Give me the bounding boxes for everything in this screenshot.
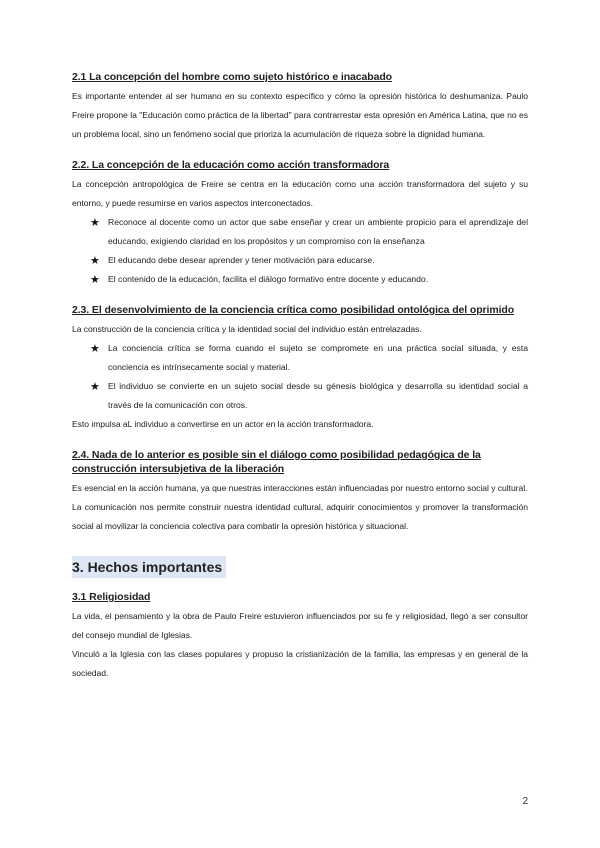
section-2-3 bbox=[72, 303, 528, 434]
section-2-1-text: Es importante entender al ser humano en su contexto específico y cómo la opresión histórica lo deshumaniza. Paulo Freire propone la "Educación como práctica de la libertad" para contrarrestar esta opresión en América Latina, que no es un problema local, sino un fenómeno social que prioriza la acumulación de riqueza sobre la dignidad humana. bbox=[72, 91, 528, 139]
list-item: ★ El individuo se convierte en un sujeto social desde su génesis biológica y desarrolla su identidad social a través de la comunicación con otros. bbox=[90, 377, 528, 415]
star-bullet-icon: ★ bbox=[90, 380, 100, 393]
star-bullet-icon: ★ bbox=[90, 342, 100, 355]
star-bullet-icon: ★ bbox=[90, 216, 100, 229]
section-2-3-list bbox=[72, 339, 528, 415]
section-3-heading: 3. Hechos importantes bbox=[72, 556, 226, 578]
section-2-4-title: 2.4. Nada de lo anterior es posible sin el diálogo como posibilidad pedagógica de la construcción intersubjetiva de la liberación bbox=[72, 449, 481, 475]
section-3-1-paragraph-1: La vida, el pensamiento y la obra de Paulo Freire estuvieron influenciados por su fe y religiosidad, llegó a ser consultor del consejo mundial de Iglesias. bbox=[72, 611, 528, 640]
section-2-3-intro: La construcción de la conciencia crítica y la identidad social del individuo están entrelazadas. bbox=[72, 324, 422, 334]
section-2-2-intro: La concepción antropológica de Freire se centra en la educación como una acción transformadora del sujeto y su entorno, y puede resumirse en varios aspectos interconectados. bbox=[72, 179, 528, 208]
list-item: ★ El contenido de la educación, facilita el diálogo formativo entre docente y educando. bbox=[90, 270, 528, 289]
page-number: 2 bbox=[522, 796, 528, 807]
section-2-4-paragraph-2: La comunicación nos permite construir nuestra identidad cultural, adquirir conocimientos y promover la transformación social al movilizar la conciencia colectiva para combatir la opresión histórica y situacional. bbox=[72, 502, 528, 531]
section-3-1-paragraph-2: Vinculó a la Iglesia con las clases populares y propuso la cristianización de la familia, las empresas y en general de la sociedad. bbox=[72, 649, 528, 678]
section-2-1 bbox=[72, 70, 528, 144]
document-page bbox=[72, 70, 528, 697]
section-2-3-title: 2.3. El desenvolvimiento de la conciencia crítica como posibilidad ontológica del oprimido bbox=[72, 304, 515, 316]
section-2-2-list bbox=[72, 213, 528, 289]
list-item: ★ Reconoce al docente como un actor que sabe enseñar y crear un ambiente propicio para el aprendizaje del educando, exigiendo claridad en los propósitos y un compromiso con la enseñanza bbox=[90, 213, 528, 251]
section-2-3-outro: Esto impulsa aL individuo a convertirse en un actor en la acción transformadora. bbox=[72, 419, 374, 429]
list-item: ★ La conciencia crítica se forma cuando el sujeto se compromete en una práctica social situada, y esta conciencia es intrínsecamente social y material. bbox=[90, 339, 528, 377]
section-2-2-title: 2.2. La concepción de la educación como acción transformadora bbox=[72, 159, 390, 171]
star-bullet-icon: ★ bbox=[90, 273, 100, 286]
star-bullet-icon: ★ bbox=[90, 254, 100, 267]
section-3-1 bbox=[72, 590, 528, 683]
section-2-2 bbox=[72, 158, 528, 289]
section-3-1-title: 3.1 Religiosidad bbox=[72, 591, 151, 603]
list-item: ★ El educando debe desear aprender y tener motivación para educarse. bbox=[90, 251, 528, 270]
section-2-4-paragraph-1: Es esencial en la acción humana, ya que nuestras interacciones están influenciadas por nuestro entorno social y cultural. bbox=[72, 483, 528, 493]
section-2-1-title: 2.1 La concepción del hombre como sujeto histórico e inacabado bbox=[72, 71, 392, 83]
section-2-4 bbox=[72, 448, 528, 536]
